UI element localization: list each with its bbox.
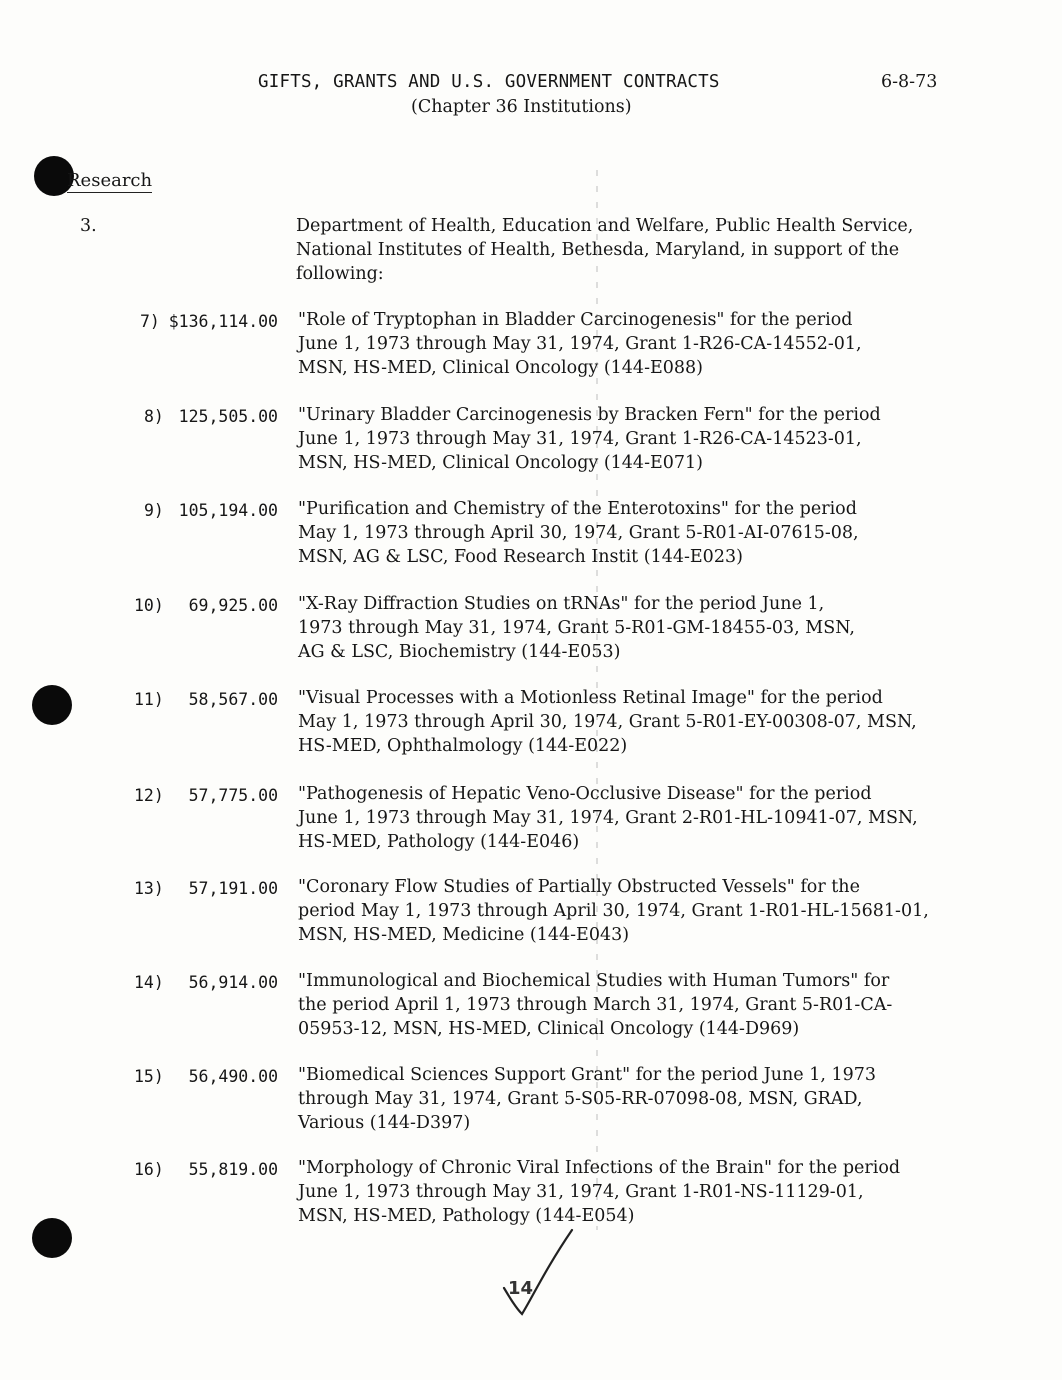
page-number-mark: 14 — [508, 1278, 534, 1299]
item-amount: 58,567.00 — [188, 690, 278, 709]
item-amount: 56,914.00 — [188, 973, 278, 992]
item-number: 16) — [134, 1160, 164, 1179]
item-amount: 105,194.00 — [178, 501, 278, 520]
item-description: "Coronary Flow Studies of Partially Obstructed Vessels" for the period May 1, 1973 through April 30, 1974, Grant 1-R01-HL-15681-01, MSN, HS-MED, Medicine (144-E043) — [298, 877, 929, 945]
item-number: 11) — [134, 690, 164, 709]
item-description: "Immunological and Biochemical Studies with Human Tumors" for the period April 1, 1973 through March 31, 1974, Grant 5-R01-CA- 05953-12, MSN, HS-MED, Clinical Oncology (144-D969) — [298, 971, 893, 1039]
document-date: 6-8-73 — [881, 72, 938, 92]
section-heading: Research — [67, 170, 153, 191]
item-description: "Biomedical Sciences Support Grant" for the period June 1, 1973 through May 31, 1974, Grant 5-S05-RR-07098-08, MSN, GRAD, Various (144-D397) — [298, 1065, 877, 1133]
item-description: "Pathogenesis of Hepatic Veno-Occlusive Disease" for the period June 1, 1973 through May 31, 1974, Grant 2-R01-HL-10941-07, MSN, HS-MED, Pathology (144-E046) — [298, 784, 918, 852]
item-amount: 57,775.00 — [188, 786, 278, 805]
item-number: 7) — [140, 312, 160, 331]
item-amount: 69,925.00 — [188, 596, 278, 615]
item-number: 10) — [134, 596, 164, 615]
item-amount: 55,819.00 — [188, 1160, 278, 1179]
document-subtitle: (Chapter 36 Institutions) — [411, 97, 632, 117]
item-amount: 56,490.00 — [188, 1067, 278, 1086]
item-number: 14) — [134, 973, 164, 992]
section-intro: Department of Health, Education and Welfare, Public Health Service, National Institutes of Health, Bethesda, Maryland, in support of the following: — [296, 216, 914, 284]
section-number: 3. — [80, 216, 97, 236]
item-number: 9) — [144, 501, 164, 520]
document-title: GIFTS, GRANTS AND U.S. GOVERNMENT CONTRACTS — [258, 72, 720, 92]
item-description: "Visual Processes with a Motionless Retinal Image" for the period May 1, 1973 through April 30, 1974, Grant 5-R01-EY-00308-07, MSN, HS-MED, Ophthalmology (144-E022) — [298, 688, 917, 756]
punch-hole-middle — [32, 685, 72, 725]
item-number: 15) — [134, 1067, 164, 1086]
item-amount: 57,191.00 — [188, 879, 278, 898]
handwritten-check-mark — [498, 1228, 578, 1328]
item-description: "Urinary Bladder Carcinogenesis by Bracken Fern" for the period June 1, 1973 through May 31, 1974, Grant 1-R26-CA-14523-01, MSN, HS-MED, Clinical Oncology (144-E071) — [298, 405, 881, 473]
punch-hole-bottom — [32, 1218, 72, 1258]
item-description: "Role of Tryptophan in Bladder Carcinogenesis" for the period June 1, 1973 through May 31, 1974, Grant 1-R26-CA-14552-01, MSN, HS-MED, Clinical Oncology (144-E088) — [298, 310, 862, 378]
item-amount: $136,114.00 — [168, 312, 278, 331]
item-number: 12) — [134, 786, 164, 805]
item-amount: 125,505.00 — [178, 407, 278, 426]
item-description: "X-Ray Diffraction Studies on tRNAs" for the period June 1, 1973 through May 31, 1974, Grant 5-R01-GM-18455-03, MSN, AG & LSC, Biochemistry (144-E053) — [298, 594, 855, 662]
item-number: 13) — [134, 879, 164, 898]
item-description: "Morphology of Chronic Viral Infections of the Brain" for the period June 1, 1973 through May 31, 1974, Grant 1-R01-NS-11129-01, MSN, HS-MED, Pathology (144-E054) — [298, 1158, 901, 1226]
item-description: "Purification and Chemistry of the Enterotoxins" for the period May 1, 1973 through April 30, 1974, Grant 5-R01-AI-07615-08, MSN, AG & LSC, Food Research Instit (144-E023) — [298, 499, 859, 567]
item-number: 8) — [144, 407, 164, 426]
